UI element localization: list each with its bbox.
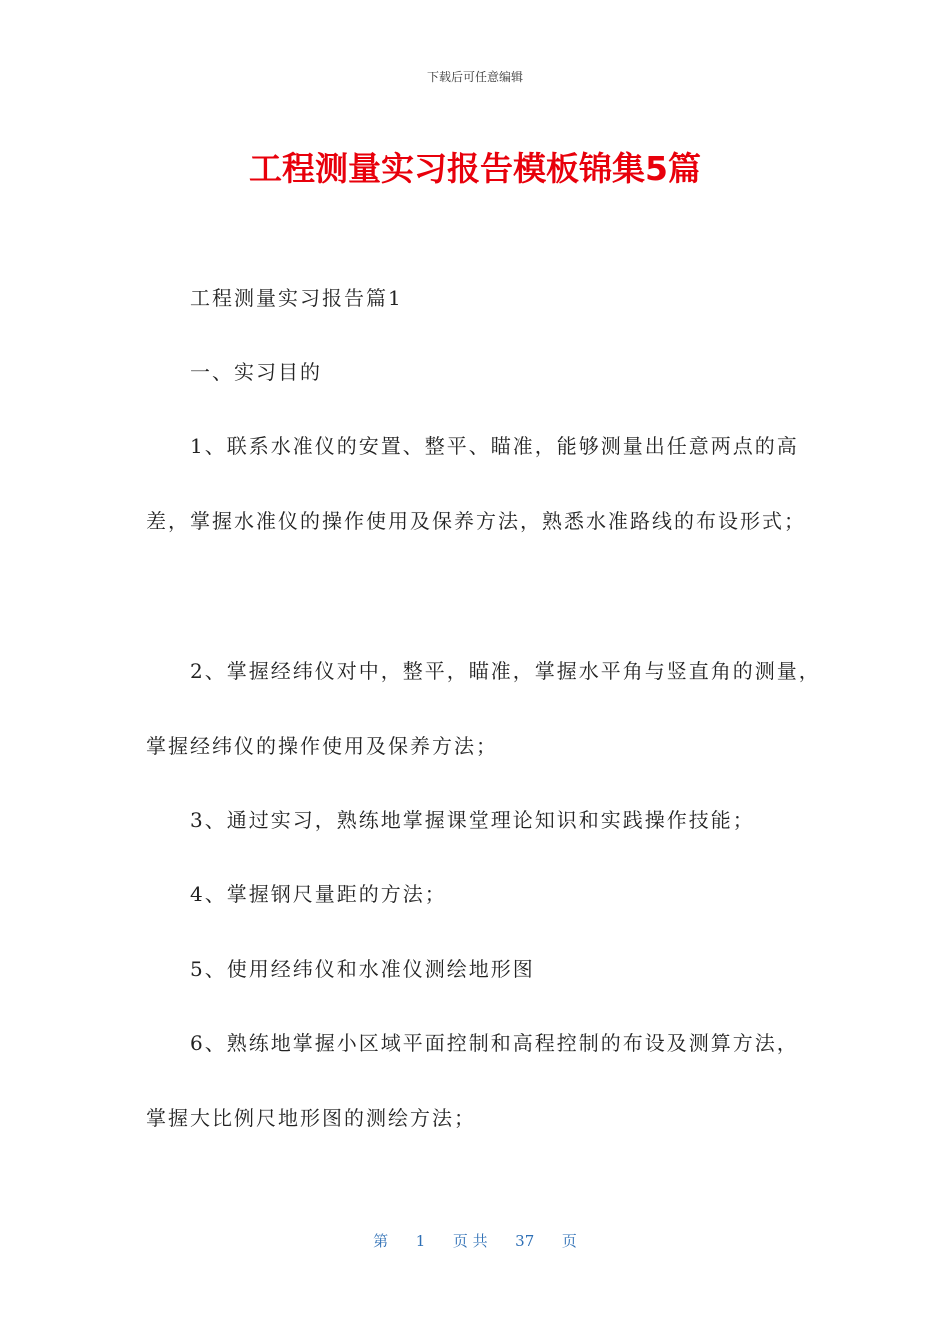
- paragraph-line: 掌握大比例尺地形图的测绘方法；: [146, 1106, 476, 1130]
- paragraph-line: 2、掌握经纬仪对中，整平，瞄准，掌握水平角与竖直角的测量，: [190, 659, 821, 683]
- page-footer: [0, 1230, 950, 1251]
- footer-middle: 页 共: [452, 1232, 488, 1250]
- document-title: 工程测量实习报告模板锦集5篇: [249, 149, 701, 188]
- paragraph-line: 1、联系水准仪的安置、整平、瞄准，能够测量出任意两点的高: [190, 434, 799, 458]
- paragraph-line: 3、通过实习，熟练地掌握课堂理论知识和实践操作技能；: [190, 808, 755, 832]
- section-heading: 工程测量实习报告篇1: [190, 286, 403, 310]
- footer-suffix: 页: [561, 1232, 577, 1250]
- paragraph-line: 差，掌握水准仪的操作使用及保养方法，熟悉水准路线的布设形式；: [146, 509, 806, 533]
- subsection-heading: 一、实习目的: [190, 360, 322, 384]
- header-note: 下载后可任意编辑: [426, 70, 523, 84]
- footer-total-pages: 37: [515, 1232, 535, 1250]
- footer-prefix: 第: [373, 1232, 389, 1250]
- footer-current-page: 1: [415, 1232, 426, 1250]
- paragraph-line: 6、熟练地掌握小区域平面控制和高程控制的布设及测算方法，: [190, 1031, 799, 1055]
- paragraph-line: 4、掌握钢尺量距的方法；: [190, 882, 447, 906]
- paragraph-line: 5、使用经纬仪和水准仪测绘地形图: [190, 957, 535, 981]
- paragraph-line: 掌握经纬仪的操作使用及保养方法；: [146, 734, 498, 758]
